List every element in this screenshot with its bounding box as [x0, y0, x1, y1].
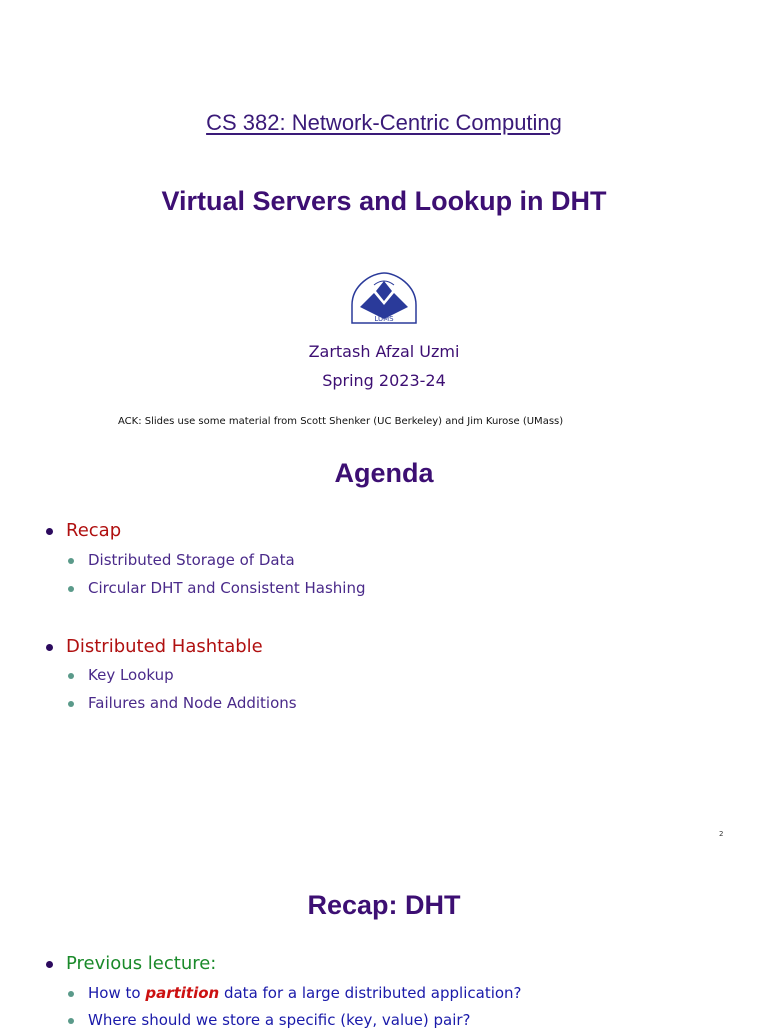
recap-item-emphasis: partition [145, 984, 220, 1002]
recap-item-text: Where should we store a specific (key, value) pair? [88, 1011, 471, 1029]
acknowledgement: ACK: Slides use some material from Scott Shenker (UC Berkeley) and Jim Kurose (UMass) [118, 416, 564, 427]
sub-bullet-dot [68, 558, 74, 564]
bullet-dot [46, 961, 53, 968]
agenda-section-label: Distributed Hashtable [66, 636, 263, 657]
recap-item-pre: How to [88, 984, 146, 1002]
bullet-dot [46, 644, 53, 651]
bullet-dot [46, 528, 53, 535]
author-name: Zartash Afzal Uzmi [308, 342, 460, 361]
recap-title: Recap: DHT [307, 890, 461, 920]
course-title: CS 382: Network-Centric Computing [206, 110, 562, 135]
term: Spring 2023-24 [322, 371, 446, 390]
agenda-item-label: Failures and Node Additions [88, 694, 297, 712]
page-number: 2 [719, 830, 724, 838]
agenda-title: Agenda [334, 458, 434, 488]
lecture-title: Virtual Servers and Lookup in DHT [161, 186, 607, 216]
recap-section-label: Previous lecture: [66, 953, 217, 974]
recap-item-post: data for a large distributed application? [219, 984, 522, 1002]
lums-logo [348, 271, 420, 329]
sub-bullet-dot [68, 1018, 74, 1024]
sub-bullet-dot [68, 673, 74, 679]
sub-bullet-dot [68, 701, 74, 707]
agenda-item-label: Key Lookup [88, 666, 174, 684]
agenda-section-label: Recap [66, 520, 122, 541]
lums-logo-text: LUMS [374, 315, 394, 323]
sub-bullet-dot [68, 586, 74, 592]
sub-bullet-dot [68, 991, 74, 997]
recap-item-text [88, 984, 522, 1002]
agenda-item-label: Distributed Storage of Data [88, 551, 295, 569]
agenda-item-label: Circular DHT and Consistent Hashing [88, 579, 366, 597]
